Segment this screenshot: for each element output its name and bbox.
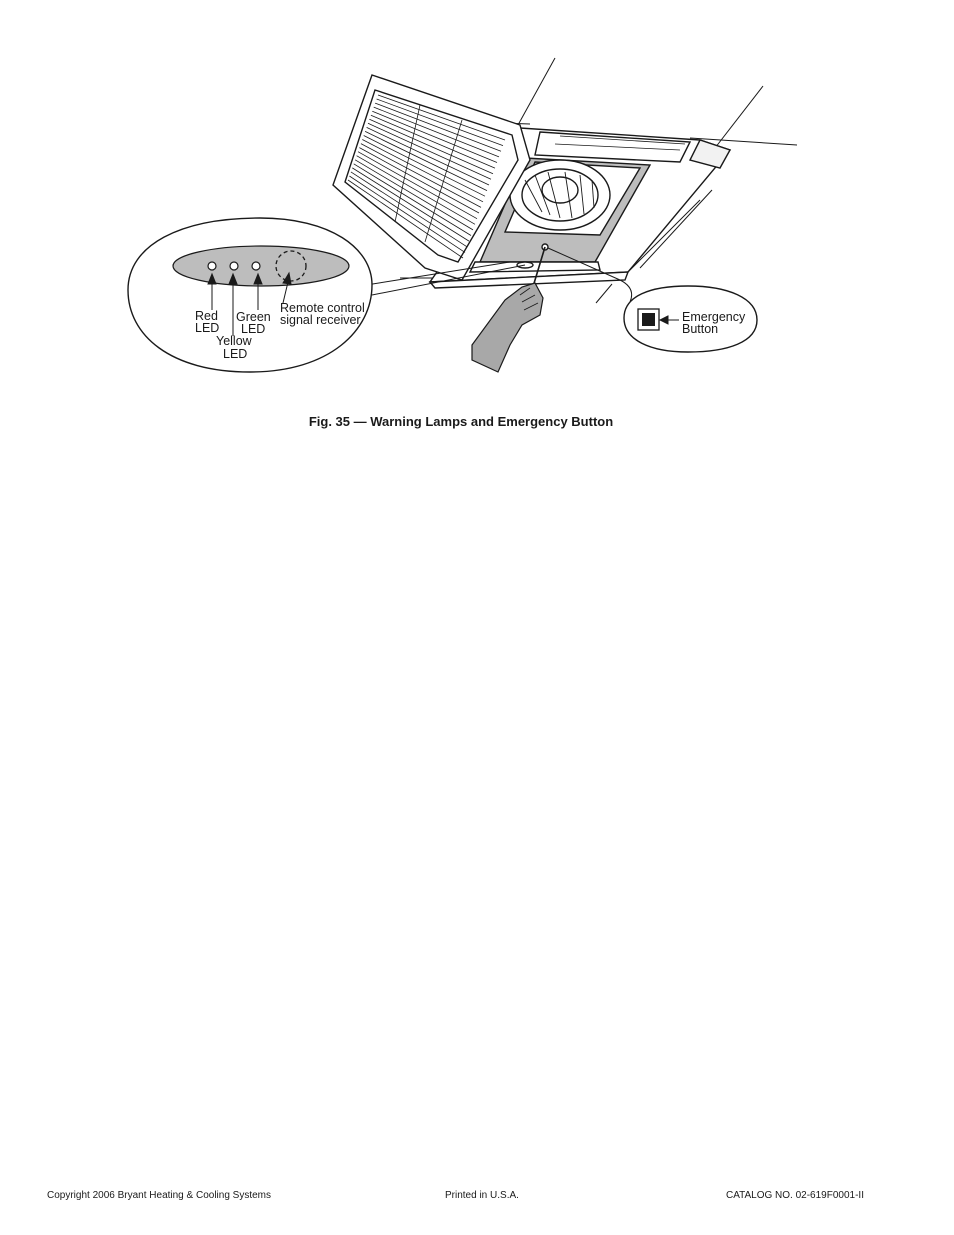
- green-led-label: Green LED: [236, 310, 271, 336]
- cassette-unit-illustration: [0, 0, 954, 400]
- green-led-icon: [252, 262, 260, 270]
- emergency-button-label: Emergency Button: [682, 310, 746, 336]
- red-led-icon: [208, 262, 216, 270]
- footer-copyright: Copyright 2006 Bryant Heating & Cooling Systems: [47, 1190, 272, 1201]
- figure-caption: Fig. 35 — Warning Lamps and Emergency Button: [308, 414, 614, 429]
- led-callout-bubble: [128, 218, 372, 372]
- yellow-led-label: Yellow LED: [216, 334, 252, 361]
- yellow-led-icon: [230, 262, 238, 270]
- led-panel: [173, 246, 349, 286]
- red-led-label: Red LED: [195, 309, 220, 335]
- footer-catalog: CATALOG NO. 02-619F0001-II: [725, 1190, 864, 1201]
- remote-receiver-label: Remote control signal receiver: [280, 301, 365, 327]
- emergency-callout-bubble: [624, 286, 757, 352]
- footer-printed: Printed in U.S.A.: [445, 1190, 519, 1201]
